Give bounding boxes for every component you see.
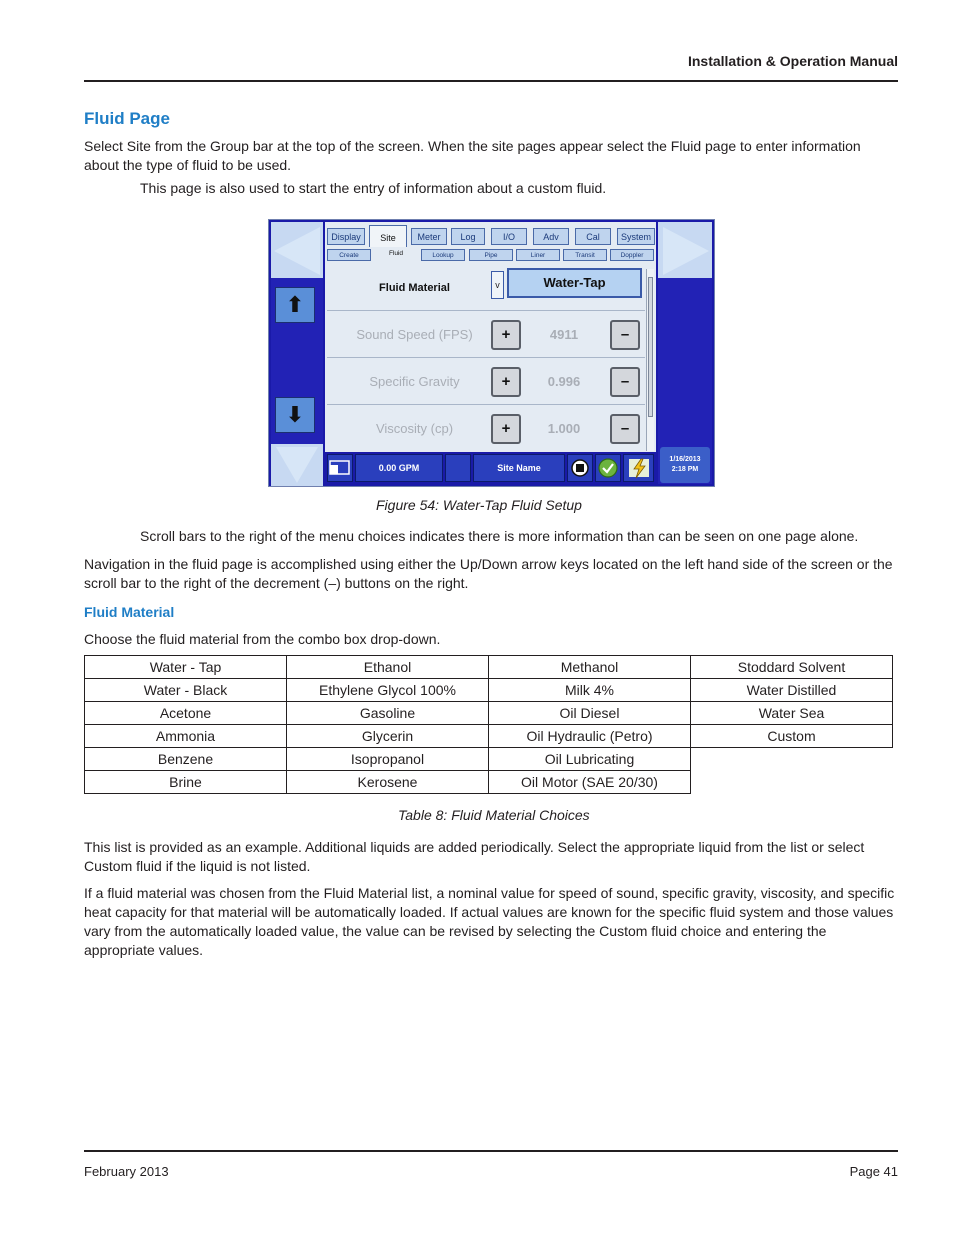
table-row [85,679,893,702]
specific-gravity-increment-button[interactable]: + [491,367,521,397]
tab-site[interactable]: Site [369,225,407,247]
sound-speed-row [327,312,645,358]
table-cell: Ethanol [287,656,489,679]
fluid-form-area [325,222,656,452]
table-cell: Water Sea [691,702,893,725]
arrow-up-icon: ⬆ [285,292,305,317]
specific-gravity-decrement-button[interactable]: – [610,367,640,397]
time-text: 2:18 PM [671,466,699,473]
table-cell: Oil Diesel [489,702,691,725]
sound-speed-increment-button[interactable]: + [491,320,521,350]
scrollbar-thumb[interactable] [648,277,653,417]
page-number: Page 41 [849,1164,898,1179]
specific-gravity-value: 0.996 [547,374,581,389]
tab-io[interactable]: I/O [491,228,527,245]
site-name-display: Site Name [473,454,565,482]
next-page-arrow-icon[interactable] [663,227,709,275]
table-cell: Gasoline [287,702,489,725]
viscosity-label: Viscosity (cp) [375,421,454,436]
intro-paragraph: Select Site from the Group bar at the top of the screen. When the site pages appear select the Fluid page to enter information about the type of fluid to be used. [84,138,861,173]
section-title: Fluid Page [84,109,170,128]
list-note-paragraph: This list is provided as an example. Additional liquids are added periodically. Select the appropriate liquid from the list or select Custom fluid if the liquid is not listed. [84,839,865,874]
table-cell: Kerosene [287,771,489,794]
subtab-fluid[interactable]: Fluid [388,250,404,257]
fluid-material-label: Fluid Material [379,282,450,294]
header-rule [84,80,898,82]
battery-icon [327,454,353,482]
table-row [85,725,893,748]
table-cell: Glycerin [287,725,489,748]
subtab-transit[interactable]: Transit [563,249,607,261]
subtab-lookup[interactable]: Lookup [421,249,465,261]
figure-caption: Figure 54: Water-Tap Fluid Setup [376,497,582,513]
table-cell: Ethylene Glycol 100% [287,679,489,702]
scroll-note-paragraph: Scroll bars to the right of the menu choices indicates there is more information than can be seen on one page alone. [140,528,859,544]
table-cell: Acetone [85,702,287,725]
subtab-liner[interactable]: Liner [516,249,560,261]
subsection-intro: Choose the fluid material from the combo box drop-down. [84,631,441,647]
sound-speed-decrement-button[interactable]: – [610,320,640,350]
tab-meter[interactable]: Meter [411,228,447,245]
table-cell-empty [691,748,893,771]
stop-button[interactable] [567,454,593,482]
table-cell: Stoddard Solvent [691,656,893,679]
fluid-material-combo[interactable]: Water-Tap [507,268,642,298]
flow-rate-display: 0.00 GPM [355,454,443,482]
navigation-paragraph: Navigation in the fluid page is accomplished using either the Up/Down arrow keys located on the left hand side of the screen or the scroll bar to the right of the decrement (–) buttons on the right. [84,556,893,591]
page-down-arrow-icon[interactable] [276,447,318,483]
scroll-up-button[interactable] [275,287,315,323]
power-lightning-icon [623,454,654,482]
table-cell: Methanol [489,656,691,679]
table-cell: Water Distilled [691,679,893,702]
arrow-down-icon: ⬇ [285,402,305,427]
scroll-down-button[interactable] [275,397,315,433]
table-cell: Water - Tap [85,656,287,679]
table-cell: Oil Lubricating [489,748,691,771]
footer-date: February 2013 [84,1164,169,1179]
fluid-page-screenshot [268,219,715,487]
specific-gravity-row [327,359,645,405]
table-cell: Oil Hydraulic (Petro) [489,725,691,748]
subtab-create[interactable]: Create [327,249,371,261]
table-caption: Table 8: Fluid Material Choices [398,807,590,823]
fluid-material-table [84,655,893,794]
date-text: 1/16/2013 [669,456,701,463]
sound-speed-label: Sound Speed (FPS) [356,327,473,342]
date-time-display [660,447,710,483]
viscosity-row [327,406,645,452]
vertical-scrollbar[interactable] [646,269,654,451]
tab-system[interactable]: System [617,228,655,245]
table-cell: Brine [85,771,287,794]
status-bar [325,454,656,484]
table-row [85,771,893,794]
ok-check-icon[interactable] [595,454,621,482]
sound-speed-value: 4911 [549,327,579,342]
custom-fluid-paragraph: This page is also used to start the entry of information about a custom fluid. [140,180,607,196]
running-header: Installation & Operation Manual [687,53,898,69]
subtab-pipe[interactable]: Pipe [469,249,513,261]
prev-page-arrow-icon[interactable] [274,227,320,275]
viscosity-value: 1.000 [547,421,581,436]
table-cell-empty [691,771,893,794]
table-row [85,748,893,771]
tab-display[interactable]: Display [327,228,365,245]
subtab-doppler[interactable]: Doppler [610,249,654,261]
table-cell: Water - Black [85,679,287,702]
table-cell: Benzene [85,748,287,771]
table-cell: Isopropanol [287,748,489,771]
tab-cal[interactable]: Cal [575,228,611,245]
blank-status-box [445,454,471,482]
table-cell: Milk 4% [489,679,691,702]
site-subtab-bar [327,249,652,263]
subsection-title: Fluid Material [84,604,175,620]
footer-rule [84,1150,898,1152]
viscosity-increment-button[interactable]: + [491,414,521,444]
tab-adv[interactable]: Adv [533,228,569,245]
table-cell: Oil Motor (SAE 20/30) [489,771,691,794]
table-cell: Custom [691,725,893,748]
viscosity-decrement-button[interactable]: – [610,414,640,444]
nominal-values-paragraph: If a fluid material was chosen from the Fluid Material list, a nominal value for speed of sound, specific gravity, viscosity, and specific heat capacity for that material will be automatically loaded. If actual values are known for the specific fluid system and those values vary from the automatically loaded value, the value can be revised by selecting the Custom fluid choice and entering the appropriate values. [84,885,895,958]
table-row [85,656,893,679]
fluid-material-row [327,265,645,311]
table-row [85,702,893,725]
tab-log[interactable]: Log [451,228,485,245]
specific-gravity-label: Specific Gravity [369,374,460,389]
table-cell: Ammonia [85,725,287,748]
combo-dropdown-icon[interactable]: v [491,271,504,299]
